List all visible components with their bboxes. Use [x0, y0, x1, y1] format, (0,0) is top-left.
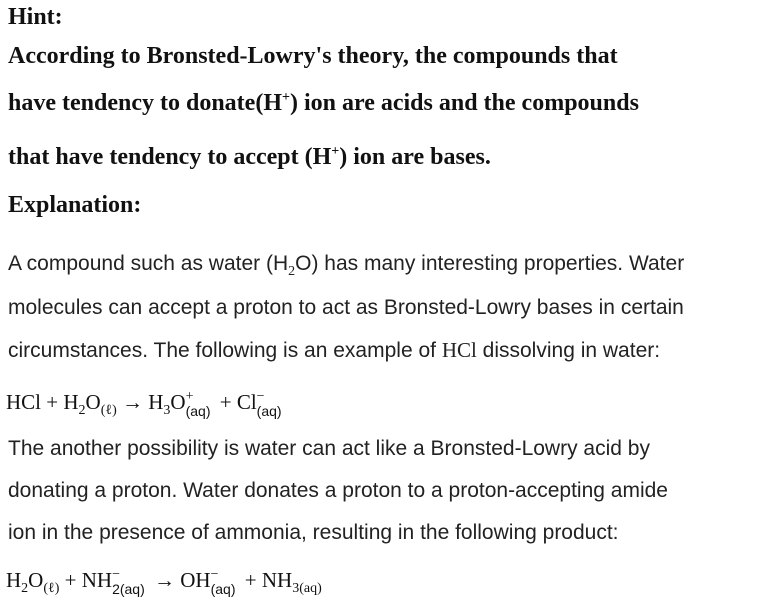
subscript: 3: [163, 403, 171, 419]
paragraph-2-line-1: The another possibility is water can act like a Bronsted-Lowry acid by: [8, 437, 650, 460]
subscript: 3(aq): [292, 581, 322, 597]
h: H: [6, 568, 22, 592]
text: ) ion are bases.: [339, 144, 491, 170]
supsub: [211, 568, 236, 596]
paragraph-2-line-2: donating a proton. Water donates a proton to a proton-accepting amide: [8, 479, 668, 502]
equation-1: [6, 390, 286, 419]
hcl: HCl: [6, 390, 42, 414]
hint-line-1: According to Bronsted-Lowry's theory, the compounds that: [8, 43, 618, 69]
o: O: [170, 390, 186, 414]
o: O: [85, 390, 101, 414]
hint-heading: Hint:: [8, 4, 63, 30]
state: (ℓ): [43, 581, 60, 597]
nh: NH: [81, 568, 113, 592]
state: (aq): [210, 581, 236, 598]
paragraph-2-line-3: ion in the presence of ammonia, resulting in the following product:: [8, 521, 619, 544]
subscript: 2: [21, 581, 29, 597]
h: H: [148, 390, 164, 414]
plus: +: [214, 390, 237, 414]
arrow: →: [116, 390, 149, 414]
cl: Cl: [236, 390, 257, 414]
supsub: [112, 568, 145, 596]
supsub: [257, 390, 282, 418]
text: circumstances. The following is an example of: [8, 339, 442, 362]
state: (aq): [185, 403, 211, 420]
text: A compound such as water (H: [8, 252, 289, 275]
state: (aq): [256, 403, 282, 420]
formula-hcl: HCl: [441, 338, 477, 362]
state: 2(aq): [112, 581, 145, 598]
plus: +: [239, 568, 262, 592]
subscript: 2: [288, 264, 296, 280]
paragraph-1-line-1: [8, 252, 684, 280]
paragraph-1-line-2: molecules can accept a proton to act as Bronsted-Lowry bases in certain: [8, 296, 684, 319]
superscript: +: [331, 144, 340, 159]
h: H: [63, 390, 79, 414]
subscript: 2: [78, 403, 86, 419]
plus: +: [59, 568, 82, 592]
oh: OH: [180, 568, 211, 592]
text: ) ion are acids and the compounds: [289, 90, 639, 116]
supsub: [186, 390, 211, 418]
charge: −: [256, 389, 265, 405]
nh3: NH: [261, 568, 293, 592]
text: have tendency to donate(H: [8, 90, 282, 116]
hint-line-2: [8, 90, 639, 117]
charge: +: [185, 389, 194, 405]
arrow: →: [148, 568, 181, 592]
paragraph-1-line-3: [8, 338, 660, 363]
equation-2: [6, 568, 322, 597]
o: O: [28, 568, 44, 592]
charge: −: [210, 567, 219, 583]
text: O) has many interesting properties. Water: [295, 252, 685, 275]
hint-line-3: [8, 144, 491, 171]
explanation-heading: Explanation:: [8, 192, 142, 218]
superscript: +: [281, 90, 290, 105]
plus: +: [41, 390, 64, 414]
state: (ℓ): [100, 403, 117, 419]
text: dissolving in water:: [476, 339, 661, 362]
text: that have tendency to accept (H: [8, 144, 332, 170]
charge: −: [112, 567, 120, 583]
